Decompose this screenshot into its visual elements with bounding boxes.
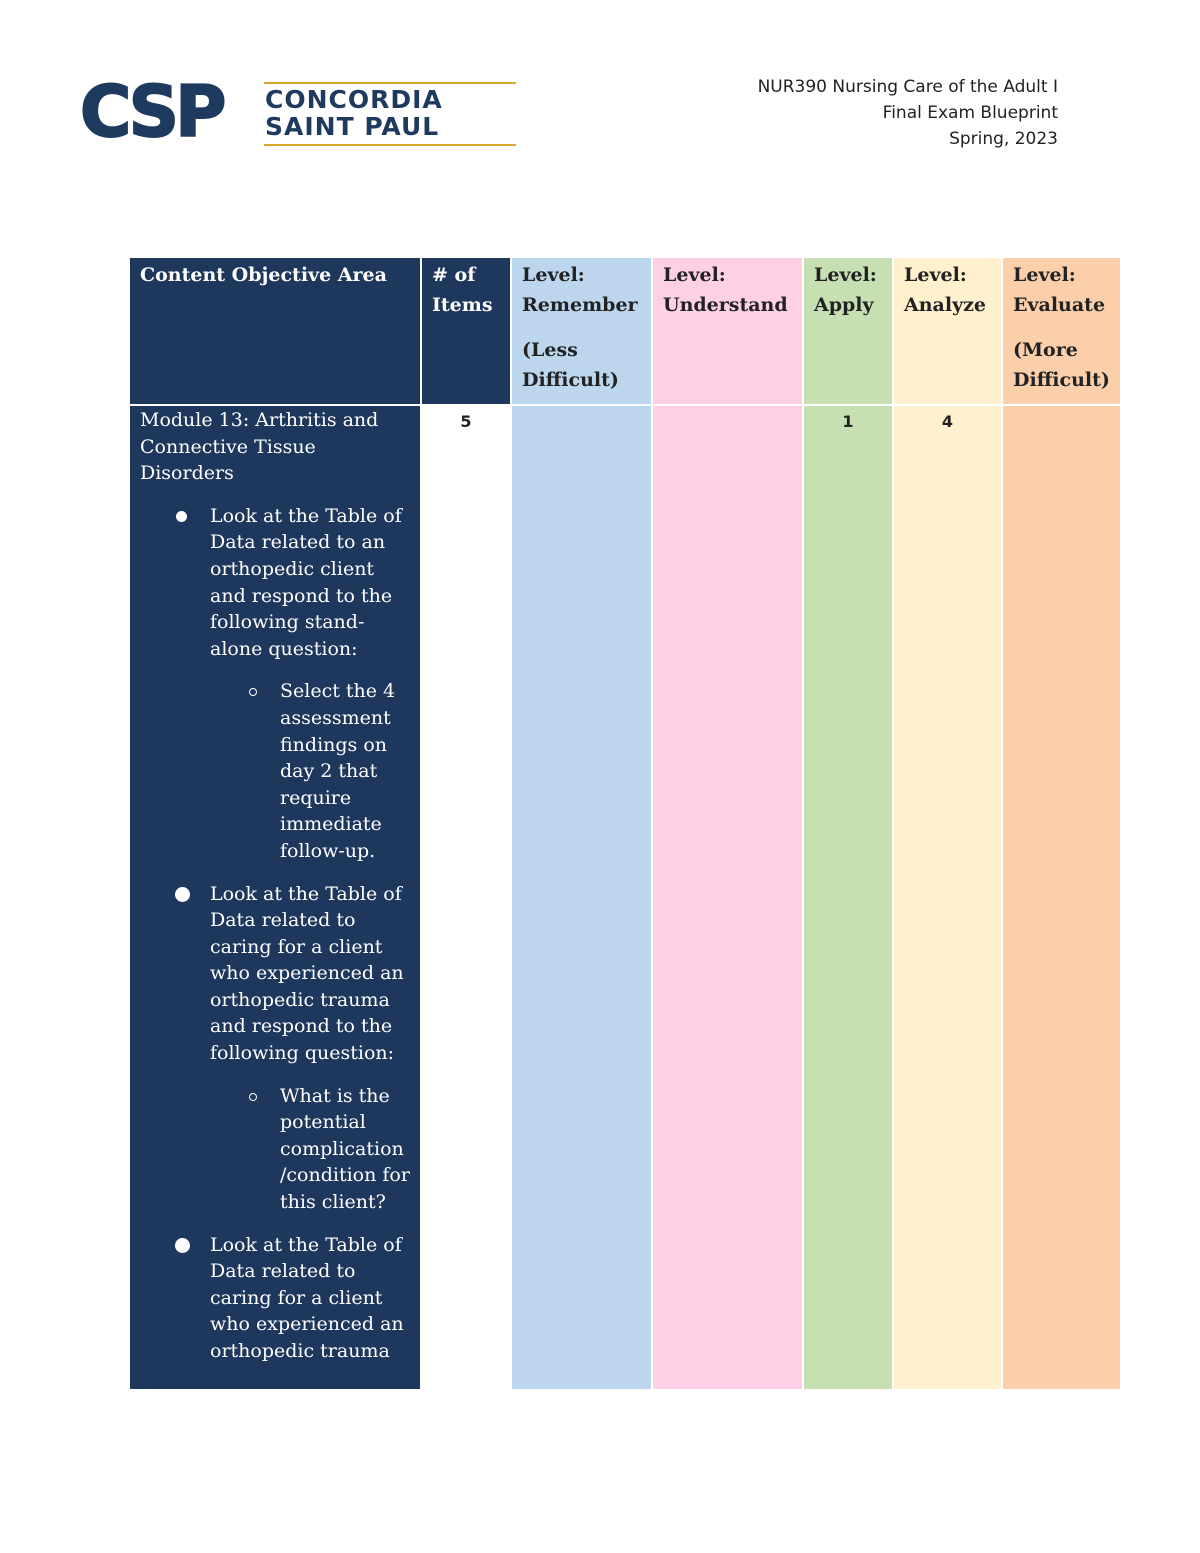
csp-logo	[80, 71, 443, 153]
logo-name-line2: SAINT PAUL	[265, 112, 440, 141]
cell-understand	[653, 406, 802, 1389]
course-name: NUR390 Nursing Care of the Adult I	[757, 77, 1058, 97]
header-level-evaluate: Level: Evaluate (More Difficult)	[1003, 258, 1120, 404]
list-item: What is the potential complication /condition for this client?	[210, 1083, 420, 1216]
list-item: Select the 4 assessment findings on day 2 that require immediate follow-up.	[210, 678, 420, 864]
cell-apply: 1	[804, 406, 892, 1389]
bullet-icon	[175, 887, 190, 902]
logo-rule-bottom	[264, 144, 516, 146]
header-level-apply: Level: Apply	[804, 258, 892, 404]
bullet-icon	[176, 511, 187, 522]
document-title: Final Exam Blueprint	[882, 103, 1058, 123]
objective-list	[140, 503, 410, 1365]
cell-remember	[512, 406, 651, 1389]
list-item: Look at the Table of Data related to caring for a client who experienced an orthopedic trauma and respond to the following question: What is the potential complication /condition for this client?	[140, 881, 410, 1216]
list-item: Look at the Table of Data related to an orthopedic client and respond to the following stand-alone question: Select the 4 assessment findings on day 2 that require immediate follow-up.	[140, 503, 410, 865]
document-header	[758, 74, 1058, 152]
hollow-bullet-icon	[249, 1093, 257, 1101]
logo-name-line1: CONCORDIA	[265, 85, 443, 114]
module-title: Module 13: Arthritis and Connective Tissue Disorders	[140, 409, 379, 485]
header-level-remember: Level: Remember (Less Difficult)	[512, 258, 651, 404]
logo-rule-top	[264, 82, 516, 84]
hollow-bullet-icon	[249, 688, 257, 696]
cell-evaluate	[1003, 406, 1120, 1389]
header-level-understand: Level: Understand	[653, 258, 802, 404]
bullet-icon	[175, 1238, 190, 1253]
header-level-analyze: Level: Analyze	[894, 258, 1001, 404]
header-content-objective-area: Content Objective Area	[130, 258, 420, 404]
header-remember-note: (Less Difficult)	[522, 339, 619, 391]
header-number-of-items: # of Items	[422, 258, 510, 404]
cell-analyze: 4	[894, 406, 1001, 1389]
logo-mark: CSP	[80, 71, 223, 153]
list-item: Look at the Table of Data related to caring for a client who experienced an orthopedic trauma	[140, 1232, 410, 1365]
blueprint-table	[130, 258, 1120, 1389]
cell-number-of-items: 5	[422, 406, 510, 1389]
header-evaluate-note: (More Difficult)	[1013, 339, 1110, 391]
term: Spring, 2023	[949, 129, 1058, 149]
cell-module-content	[130, 406, 420, 1389]
